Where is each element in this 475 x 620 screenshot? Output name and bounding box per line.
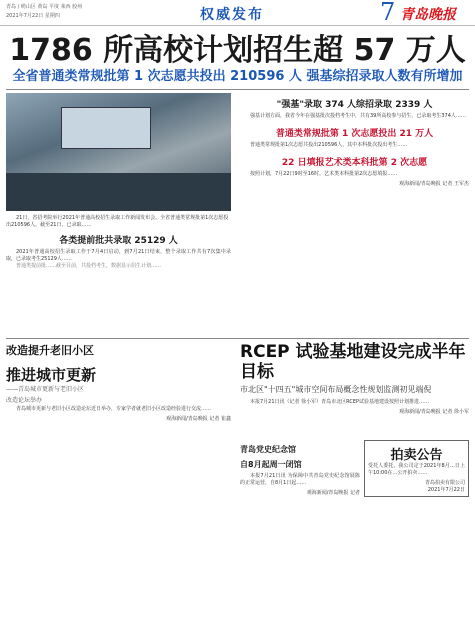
bottom-left-sub-1: ——青岛城市更新与老旧小区 <box>6 386 85 393</box>
bottom-right-body: 本报7月21日讯（记者 徐小军）青岛市北区RCEP试验基地建设按照计划推进…… <box>250 399 430 405</box>
bottom-left-body: 青岛城市更新与老旧小区改造论坛近日举办，专家学者就老旧小区改造经验进行交流…… <box>16 406 212 412</box>
paper-logo: 青岛晚报 <box>400 7 456 23</box>
bottom-right-signature: 观海新闻/青岛晚报 记者 徐小军 <box>399 409 469 415</box>
masthead <box>6 34 469 86</box>
news-photo <box>6 93 231 211</box>
screen-in-photo <box>61 107 151 149</box>
divider <box>6 89 469 90</box>
main-headline: 1786 所高校计划招生超 57 万人 <box>9 33 466 68</box>
page-header <box>0 0 475 26</box>
desk-in-photo <box>6 173 231 211</box>
left-article-title: 各类提前批共录取 25129 人 <box>59 236 178 246</box>
auction-body: 受托人委托，我公司定于2021年8月…日上午10:00在…公开拍卖…… <box>368 463 465 476</box>
bottom-right-headline: RCEP 试验基地建设完成半年目标 <box>240 342 466 382</box>
brief-subtitle: 自8月起周一闭馆 <box>240 460 302 469</box>
brief-news <box>240 440 360 496</box>
auction-title: 拍卖公告 <box>390 448 443 463</box>
right-article-body-2: 普通类常规批第1次志愿共投出210596人，其中本科批次投出考生…… <box>250 142 408 148</box>
right-article-body-1: 强基计划方面，我省今年在强基批次投档考生中，共有39所高校参与招生，已录取考生374人…… <box>250 113 466 119</box>
right-sub-3: 22 日填报艺术类本科批第 2 次志愿 <box>281 158 428 168</box>
right-article-kicker: "强基"录取 374 人综招录取 2339 人 <box>276 100 433 110</box>
right-column <box>240 93 469 187</box>
edition-label: 青岛 / 崂山区 黄岛 平度 莱西 胶州 <box>6 4 83 10</box>
left-article-body-1: 2021年普通高校招生录取工作于7月4日启动，到7月21日结束，整个录取工作共有7次集中录取，已录取考生25129人…… <box>6 249 231 262</box>
edition-info <box>6 3 136 21</box>
bottom-left-headline: 推进城市更新 <box>6 366 97 384</box>
brief-body: 本报7月21日讯 为保障中共青岛党史纪念馆展陈的正常运营，自8月1日起…… <box>240 473 360 486</box>
section-name: 权威发布 <box>200 7 264 23</box>
left-article-body-2: 普通类提前批……截至目前，共投档考生，数据显示招生计划…… <box>16 263 162 269</box>
right-signature: 观海新闻/青岛晚报 记者 王军杰 <box>399 181 469 187</box>
divider-2 <box>6 338 469 339</box>
bottom-left-kicker: 改造提升老旧小区 <box>6 344 94 357</box>
left-column <box>6 93 231 270</box>
bottom-left-sub-2: 改造论坛举办 <box>6 397 43 404</box>
auction-notice <box>364 440 469 497</box>
bottom-left-article <box>6 342 231 422</box>
brief-title: 青岛党史纪念馆 <box>240 445 296 454</box>
photo-caption: 21日，省招考院举行2021年普通高校招生录取工作新闻发布会。全省普通类常规批第1次志愿投出210596人，截至21日，已录取…… <box>6 215 229 228</box>
page-number: 7 <box>380 0 396 26</box>
bottom-left-signature: 观海新闻/青岛晚报 记者 崔鑫 <box>166 416 231 422</box>
bottom-right-sub: 市北区"十四五"城市空间布局概念性规划监测初见端倪 <box>240 385 432 394</box>
brief-signature: 观海新闻/青岛晚报 记者 <box>306 490 360 496</box>
right-article-body-3: 按照计划，7月22日9时至16时，艺术类本科批第2次志愿填报…… <box>250 171 398 177</box>
bottom-right-article <box>240 342 469 415</box>
main-subheadline: 全省普通类常规批第 1 次志愿共投出 210596 人 强基综招录取人数有所增加 <box>12 69 463 84</box>
right-sub-2: 普通类常规批第 1 次志愿投出 21 万人 <box>275 129 434 139</box>
auction-signature: 青岛拍卖有限公司 2021年7月22日 <box>424 480 465 493</box>
date-line: 2021年7月22日 星期四 <box>6 13 60 19</box>
